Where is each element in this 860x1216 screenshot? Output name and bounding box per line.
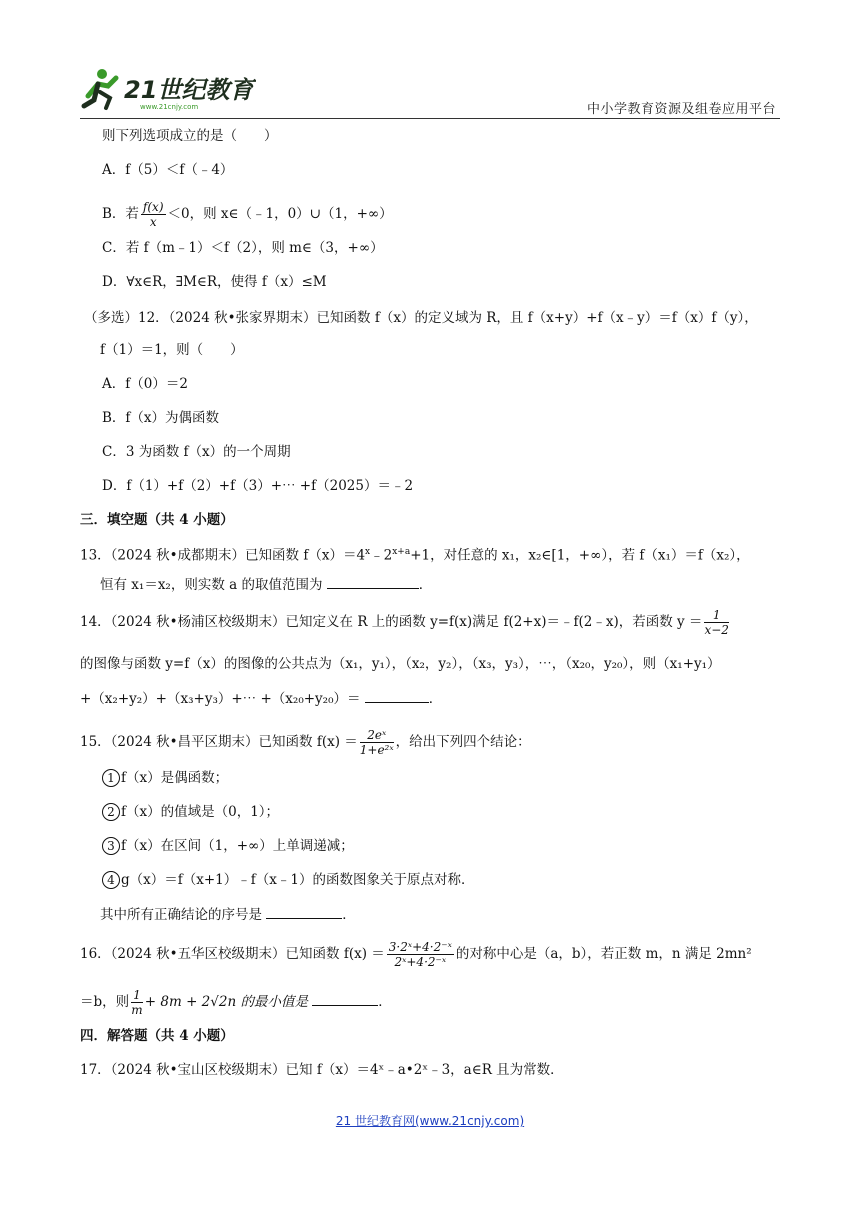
circled-number: 4	[102, 871, 120, 889]
q14-line1: 14．（2024 秋•杨浦区校级期末）已知定义在 R 上的函数 y=f(x)满足 f(2+x)＝﹣f(2﹣x)，若函数 y ＝ $\frac{1}{x-2}$	[80, 608, 729, 637]
q15-item-4: 4 g（x）＝f（x+1）﹣f（x﹣1）的函数图象关于原点对称．	[102, 870, 474, 890]
footer-link[interactable]: 21 世纪教育网(www.21cnjy.com)	[335, 1114, 525, 1128]
site-logo	[80, 66, 256, 112]
answer-blank[interactable]	[327, 574, 419, 589]
q15-item-2: 2 f（x）的值域是（0，1）；	[102, 802, 279, 822]
q15-item-3: 3 f（x）在区间（1，+∞）上单调递减；	[102, 836, 354, 856]
answer-blank[interactable]	[266, 904, 342, 919]
circled-number: 3	[102, 837, 120, 855]
circled-number: 2	[102, 803, 120, 821]
q11-option-d: D．∀x∈R，∃M∈R，使得 f（x）≤M	[102, 274, 327, 290]
answer-blank[interactable]	[365, 688, 429, 703]
q12-option-a: A．f（0）＝2	[102, 376, 188, 392]
q12-stem-line2: f（1）＝1，则（ ）	[100, 342, 244, 358]
q16-line1: 16．（2024 秋•五华区校级期末）已知函数 f(x) ＝ $\frac{\text{3·2ˣ+4·2⁻ˣ}}{\text{2ˣ+4·2⁻ˣ}}$ 的对称中心是（a，b），若正数 m，n 满足 2mn²	[80, 940, 752, 969]
logo-url: www.21cnjy.com	[140, 103, 199, 111]
q12-stem-line1: （多选）12．（2024 秋•张家界期末）已知函数 f（x）的定义域为 R，且 f（x+y）+f（x﹣y）＝f（x）f（y），	[84, 310, 758, 326]
section-title-fill-in: 三．填空题（共 4 小题）	[80, 512, 234, 528]
q15-item-1: 1 f（x）是偶函数；	[102, 768, 228, 788]
q16-line2: ＝b，则 $\frac{1}{m}$ + 8m + 2√2n 的最小值是 ．	[80, 988, 392, 1017]
fraction: $\frac{f(x)}{x}$	[142, 200, 164, 229]
q15-conclusion: 其中所有正确结论的序号是 ．	[100, 904, 356, 925]
q11-option-b: B．若 $\frac{f(x)}{x}$ ＜0，则 x∈（﹣1，0）∪（1，+∞）	[102, 200, 393, 229]
q11-prompt: 则下列选项成立的是（ ）	[102, 128, 278, 144]
q11-option-a: A．f（5）＜f（﹣4）	[102, 162, 234, 178]
q12-option-b: B．f（x）为偶函数	[102, 410, 220, 426]
q13-line1: 13．（2024 秋•成都期末）已知函数 $f(x)=4^x﹣2^{x+a}+1$，对任意的 x₁，x₂∈[1，+∞），若 f（x₁）＝f（x₂），	[80, 547, 750, 564]
footer	[0, 1112, 860, 1129]
q15-stem: 15．（2024 秋•昌平区期末）已知函数 f(x) ＝ $\frac{\text{2eˣ}}{\text{1+e²ˣ}}$ ，给出下列四个结论：	[80, 728, 531, 757]
q11-option-c: C．若 f（m﹣1）＜f（2），则 m∈（3，+∞）	[102, 240, 384, 256]
runner-logo-icon	[80, 66, 256, 112]
fraction: $\frac{1}{x-2}$	[704, 608, 729, 637]
circled-number: 1	[102, 769, 120, 787]
q13-line2: 恒有 x₁＝x₂，则实数 a 的取值范围为 ．	[100, 574, 432, 595]
section-title-answer: 四．解答题（共 4 小题）	[80, 1028, 234, 1044]
q14-line3: +（x₂+y₂）+（x₃+y₃）+⋯ +（x₂₀+y₂₀）＝ ．	[80, 688, 442, 709]
q17-stem: 17．（2024 秋•宝山区校级期末）已知 f（x）＝4ˣ﹣a•2ˣ﹣3，a∈R 且为常数．	[80, 1062, 564, 1078]
header-divider	[80, 118, 780, 119]
q12-option-c: C．3 为函数 f（x）的一个周期	[102, 444, 291, 460]
q12-option-d: D．f（1）+f（2）+f（3）+⋯ +f（2025）＝﹣2	[102, 478, 414, 494]
platform-title: 中小学教育资源及组卷应用平台	[586, 102, 776, 117]
fraction: $\frac{\text{2eˣ}}{\text{1+e²ˣ}}$	[359, 728, 394, 757]
q14-line2: 的图像与函数 y=f（x）的图像的公共点为（x₁，y₁），（x₂，y₂），（x₃，y₃），⋯，（x₂₀，y₂₀），则（x₁+y₁）	[80, 656, 721, 672]
fraction: $\frac{\text{3·2ˣ+4·2⁻ˣ}}{\text{2ˣ+4·2⁻ˣ}}$	[388, 940, 452, 969]
logo-wordmark: 21世纪教育	[124, 76, 254, 104]
answer-blank[interactable]	[312, 991, 378, 1006]
fraction: $\frac{1}{m}$	[131, 988, 143, 1017]
